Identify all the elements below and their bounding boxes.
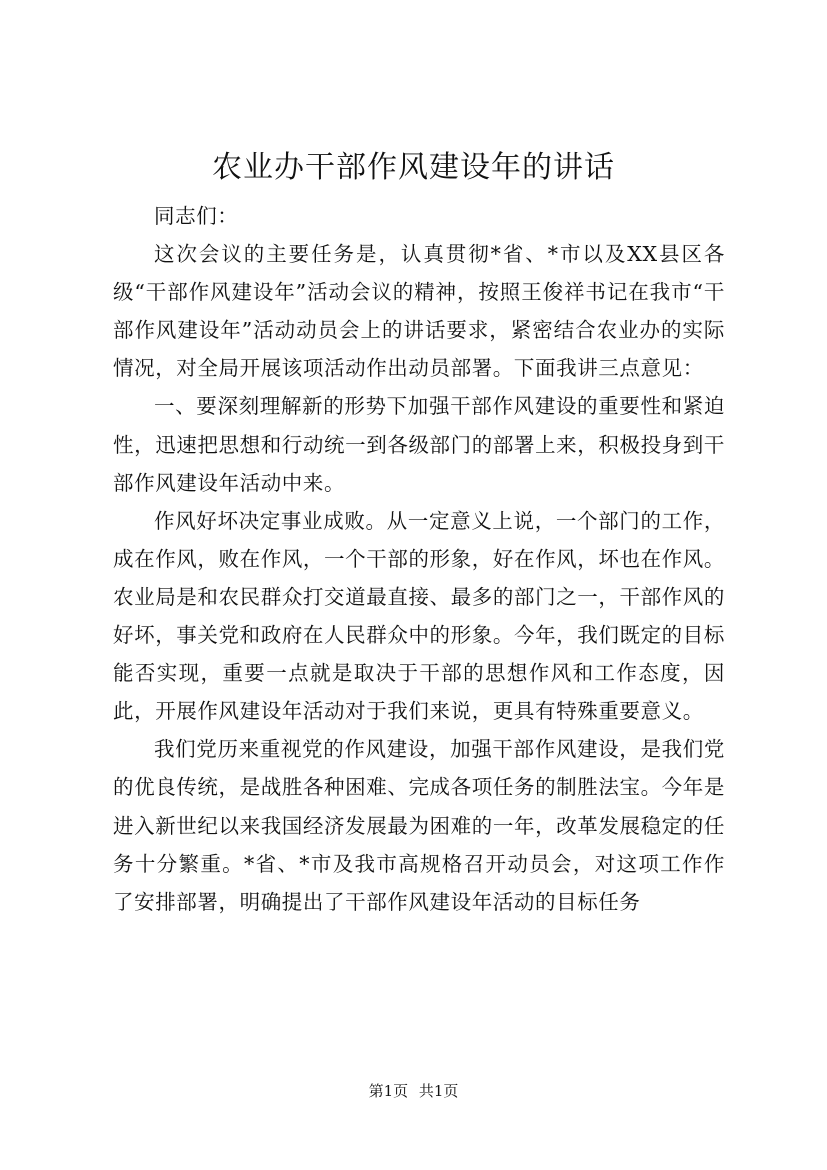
paragraph: 一、要深刻理解新的形势下加强干部作风建设的重要性和紧迫性，迅速把思想和行动统一到各级部门的部署上来，积极投身到干部作风建设年活动中来。 (113, 394, 725, 495)
current-page-number: 第1页 (368, 1082, 409, 1100)
document-title: 农业办干部作风建设年的讲话 (212, 150, 615, 185)
salutation: 同志们： (154, 204, 239, 228)
paragraph: 这次会议的主要任务是，认真贯彻*省、*市以及XX县区各级“干部作风建设年”活动会议的精神，按照王俊祥书记在我市“干部作风建设年”活动动员会上的讲话要求，紧密结合农业办的实际情况，对全局开展该项活动作出动员部署。下面我讲三点意见： (113, 242, 725, 381)
paragraph: 我们党历来重视党的作风建设，加强干部作风建设，是我们党的优良传统，是战胜各种困难、完成各项任务的制胜法宝。今年是进入新世纪以来我国经济发展最为困难的一年，改革发展稳定的任务十分繁重。*省、*市及我市高规格召开动员会，对这项工作作了安排部署，明确提出了干部作风建设年活动的目标任务 (113, 737, 725, 914)
total-page-count: 共1页 (418, 1082, 459, 1100)
page-footer (0, 1081, 827, 1101)
paragraph: 作风好坏决定事业成败。从一定意义上说，一个部门的工作，成在作风，败在作风，一个干部的形象，好在作风，坏也在作风。农业局是和农民群众打交道最直接、最多的部门之一，干部作风的好坏，事关党和政府在人民群众中的形象。今年，我们既定的目标能否实现，重要一点就是取决于干部的思想作风和工作态度，因此，开展作风建设年活动对于我们来说，更具有特殊重要意义。 (113, 508, 725, 724)
document-body (113, 197, 725, 921)
